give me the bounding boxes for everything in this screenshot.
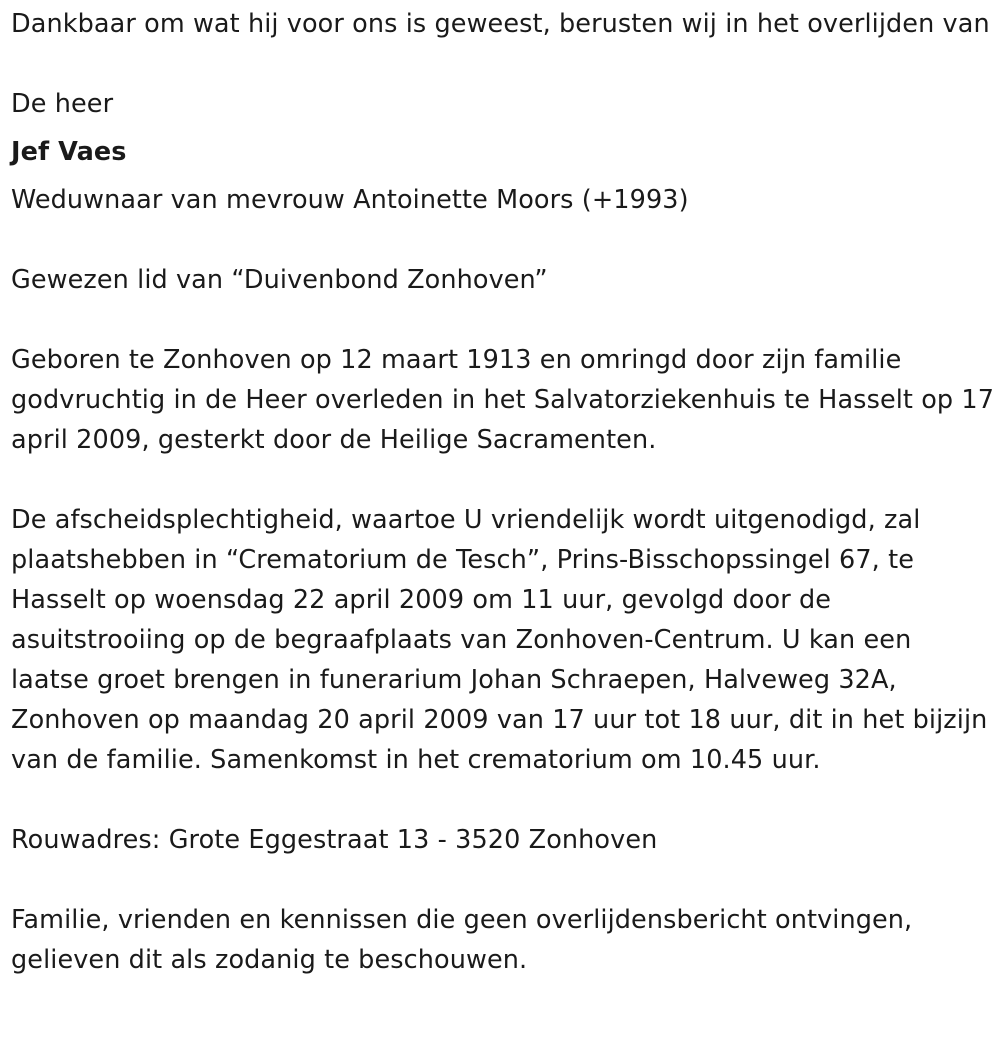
member-text: Gewezen lid van “Duivenbond Zonhoven” — [11, 265, 548, 295]
closing-text: Familie, vrienden en kennissen die geen overlijdensbericht ontvingen, gelieven dit als zodanig te beschouwen. — [11, 905, 913, 975]
ceremony-text: De afscheidsplechtigheid, waartoe U vriendelijk wordt uitgenodigd, zal plaatshebben in “Crematorium de Tesch”, Prins-Bisschopssingel 67, te Hasselt op woensdag 22 april 2009 om 11 uur, gevolgd door de asuitstrooiing op de begraafplaats van Zonhoven-Centrum. U kan een laatse groet brengen in funerarium Johan Schraepen, Halveweg 32A, Zonhoven op maandag 20 april 2009 van 17 uur tot 18 uur, dit in het bijzijn van de familie. Samenkomst in het crematorium om 10.45 uur. — [11, 505, 988, 775]
address-text: Rouwadres: Grote Eggestraat 13 - 3520 Zonhoven — [11, 825, 658, 855]
obituary-document — [11, 4, 996, 980]
salutation: De heer — [11, 89, 114, 119]
widower-text: Weduwnaar van mevrouw Antoinette Moors (+1993) — [11, 185, 689, 215]
intro-text: Dankbaar om wat hij voor ons is geweest, berusten wij in het overlijden van — [11, 9, 990, 39]
deceased-name: Jef Vaes — [11, 137, 127, 167]
birth-death-text: Geboren te Zonhoven op 12 maart 1913 en omringd door zijn familie godvruchtig in de Heer overleden in het Salvatorziekenhuis te Hasselt op 17 april 2009, gesterkt door de Heilige Sacramenten. — [11, 345, 995, 455]
